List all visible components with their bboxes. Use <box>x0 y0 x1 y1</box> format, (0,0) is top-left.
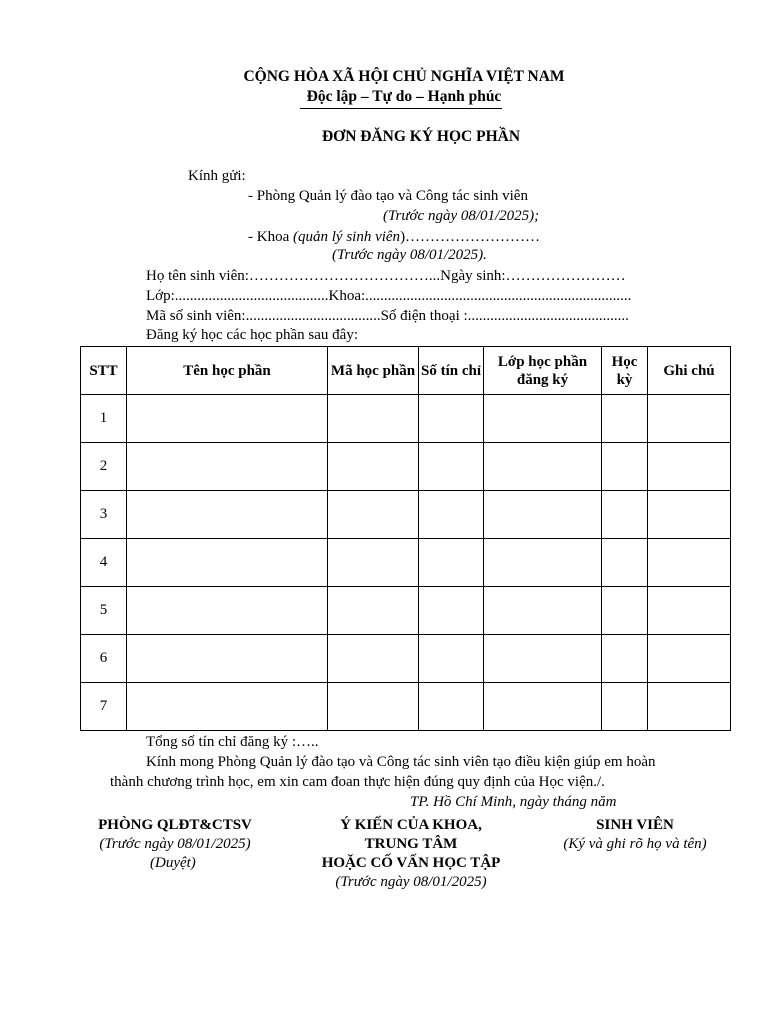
table-header-row <box>81 347 731 395</box>
course-code-cell[interactable] <box>328 683 419 731</box>
credits-cell[interactable] <box>419 491 484 539</box>
class-section-cell[interactable] <box>484 395 602 443</box>
course-name-cell[interactable] <box>127 539 328 587</box>
date-line: TP. Hồ Chí Minh, ngày tháng năm <box>410 794 617 810</box>
training-office-deadline: (Trước ngày 08/01/2025) <box>99 836 251 852</box>
row-number: 3 <box>81 491 127 539</box>
class-section-cell[interactable] <box>484 635 602 683</box>
semester-cell[interactable] <box>602 491 648 539</box>
class-section-cell[interactable] <box>484 491 602 539</box>
credits-cell[interactable] <box>419 635 484 683</box>
signature-training-office <box>80 816 270 873</box>
dept1-deadline: (Trước ngày 08/01/2025); <box>383 208 540 224</box>
dept2-deadline: (Trước ngày 08/01/2025). <box>332 247 487 263</box>
row-number: 7 <box>81 683 127 731</box>
header-stt: STT <box>81 347 127 395</box>
training-office-approve-note: (Duyệt) <box>150 855 196 871</box>
row-number: 2 <box>81 443 127 491</box>
faculty-deadline: (Trước ngày 08/01/2025) <box>335 874 487 890</box>
greeting: Kính gửi: <box>188 168 246 184</box>
country-header: CỘNG HÒA XÃ HỘI CHỦ NGHĨA VIỆT NAM <box>243 68 565 85</box>
notes-cell[interactable] <box>648 635 731 683</box>
motto-underline <box>300 108 502 109</box>
header-class-section: Lớp học phần đăng ký <box>484 347 602 395</box>
header-semester: Học kỳ <box>602 347 648 395</box>
course-name-cell[interactable] <box>127 443 328 491</box>
course-code-cell[interactable] <box>328 587 419 635</box>
notes-cell[interactable] <box>648 395 731 443</box>
class-section-cell[interactable] <box>484 443 602 491</box>
course-code-cell[interactable] <box>328 443 419 491</box>
header-course-code: Mã học phần <box>328 347 419 395</box>
header-notes: Ghi chú <box>648 347 731 395</box>
credits-cell[interactable] <box>419 539 484 587</box>
table-row <box>81 683 731 731</box>
table-row <box>81 491 731 539</box>
course-name-cell[interactable] <box>127 635 328 683</box>
request-text-line1: Kính mong Phòng Quản lý đào tạo và Công tác sinh viên tạo điều kiện giúp em hoàn <box>146 754 656 770</box>
faculty-title-line1: Ý KIẾN CỦA KHOA, <box>340 817 482 833</box>
course-name-cell[interactable] <box>127 587 328 635</box>
notes-cell[interactable] <box>648 683 731 731</box>
row-number: 4 <box>81 539 127 587</box>
credits-cell[interactable] <box>419 587 484 635</box>
notes-cell[interactable] <box>648 539 731 587</box>
student-title: SINH VIÊN <box>596 817 674 833</box>
table-row <box>81 587 731 635</box>
motto-header: Độc lập – Tự do – Hạnh phúc <box>306 88 502 105</box>
course-name-cell[interactable] <box>127 683 328 731</box>
form-title: ĐƠN ĐĂNG KÝ HỌC PHẦN <box>321 128 521 145</box>
credits-cell[interactable] <box>419 683 484 731</box>
training-office-title: PHÒNG QLĐT&CTSV <box>98 817 252 833</box>
semester-cell[interactable] <box>602 587 648 635</box>
notes-cell[interactable] <box>648 587 731 635</box>
course-name-cell[interactable] <box>127 491 328 539</box>
row-number: 1 <box>81 395 127 443</box>
dept2-prefix: - Khoa <box>248 229 293 245</box>
signature-faculty-advisor <box>300 816 522 892</box>
table-row <box>81 635 731 683</box>
course-code-cell[interactable] <box>328 395 419 443</box>
dept2-note: (quản lý sinh viên <box>293 229 401 245</box>
semester-cell[interactable] <box>602 539 648 587</box>
notes-cell[interactable] <box>648 443 731 491</box>
faculty-title-line2: TRUNG TÂM <box>364 836 458 852</box>
table-row <box>81 443 731 491</box>
student-id-phone-line: Mã số sinh viên:....................................Số điện thoại :........................................... <box>146 308 629 324</box>
course-name-cell[interactable] <box>127 395 328 443</box>
class-section-cell[interactable] <box>484 683 602 731</box>
student-sign-note: (Ký và ghi rõ họ và tên) <box>563 836 707 852</box>
class-section-cell[interactable] <box>484 587 602 635</box>
semester-cell[interactable] <box>602 443 648 491</box>
semester-cell[interactable] <box>602 635 648 683</box>
course-code-cell[interactable] <box>328 635 419 683</box>
course-registration-table <box>80 346 731 731</box>
student-name-line: Họ tên sinh viên:………………………………...Ngày sinh:…………………… <box>146 268 626 284</box>
recipient-dept2 <box>248 229 540 246</box>
header-course-name: Tên học phần <box>127 347 328 395</box>
course-code-cell[interactable] <box>328 491 419 539</box>
total-credits-line: Tổng số tín chỉ đăng ký :….. <box>146 734 319 750</box>
class-faculty-line: Lớp:.........................................Khoa:....................................................................... <box>146 288 632 304</box>
dept2-suffix: )……………………… <box>400 229 541 245</box>
semester-cell[interactable] <box>602 683 648 731</box>
class-section-cell[interactable] <box>484 539 602 587</box>
table-row <box>81 395 731 443</box>
recipient-dept1: - Phòng Quản lý đào tạo và Công tác sinh viên <box>248 188 528 204</box>
row-number: 5 <box>81 587 127 635</box>
faculty-title-line3: HOẶC CỐ VẤN HỌC TẬP <box>321 855 501 871</box>
header-credits: Số tín chỉ <box>419 347 484 395</box>
semester-cell[interactable] <box>602 395 648 443</box>
table-row <box>81 539 731 587</box>
request-text-line2: thành chương trình học, em xin cam đoan thực hiện đúng quy định của Học viện./. <box>110 774 605 790</box>
notes-cell[interactable] <box>648 491 731 539</box>
register-intro: Đăng ký học các học phần sau đây: <box>146 327 359 343</box>
row-number: 6 <box>81 635 127 683</box>
signature-student <box>548 816 722 854</box>
credits-cell[interactable] <box>419 395 484 443</box>
course-code-cell[interactable] <box>328 539 419 587</box>
credits-cell[interactable] <box>419 443 484 491</box>
